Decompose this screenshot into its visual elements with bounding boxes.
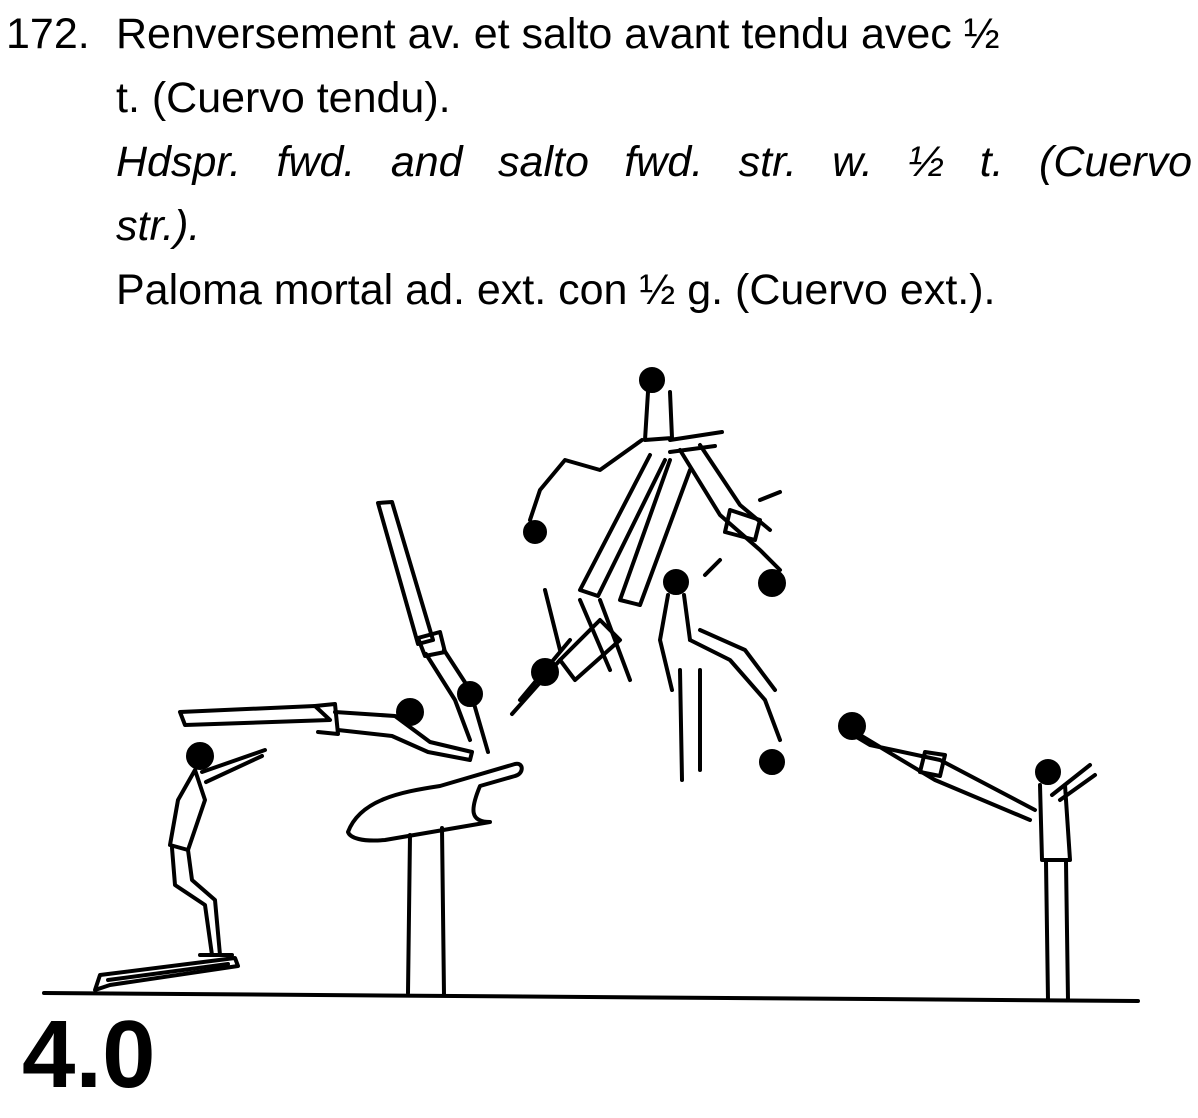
gymnast-salto-top [525, 369, 784, 605]
french-name-line-2: t. (Cuervo tendu). [116, 74, 451, 122]
gymnast-landing-approach [840, 714, 1035, 820]
gymnast-twist [660, 571, 783, 780]
gymnast-preflight [180, 700, 472, 760]
vault-table [348, 764, 522, 995]
vault-sequence-drawing-icon [0, 340, 1198, 1020]
english-name-line-2: str.). [116, 202, 201, 250]
french-name-line-1: Renversement av. et salto avant tendu avec ½ [116, 10, 1000, 58]
english-name-line-1: Hdspr. fwd. and salto fwd. str. w. ½ t. (Cuervo [116, 138, 1192, 186]
element-number: 172. [6, 10, 90, 58]
gymnast-landed [1037, 761, 1095, 1000]
element-value: 4.0 [22, 1001, 156, 1108]
spanish-name: Paloma mortal ad. ext. con ½ g. (Cuervo ext.). [116, 266, 996, 314]
element-description [116, 2, 1192, 322]
floor-line [44, 993, 1138, 1001]
gymnast-takeoff [170, 744, 265, 955]
gymnast-repulsion [512, 590, 630, 714]
springboard [95, 958, 238, 990]
